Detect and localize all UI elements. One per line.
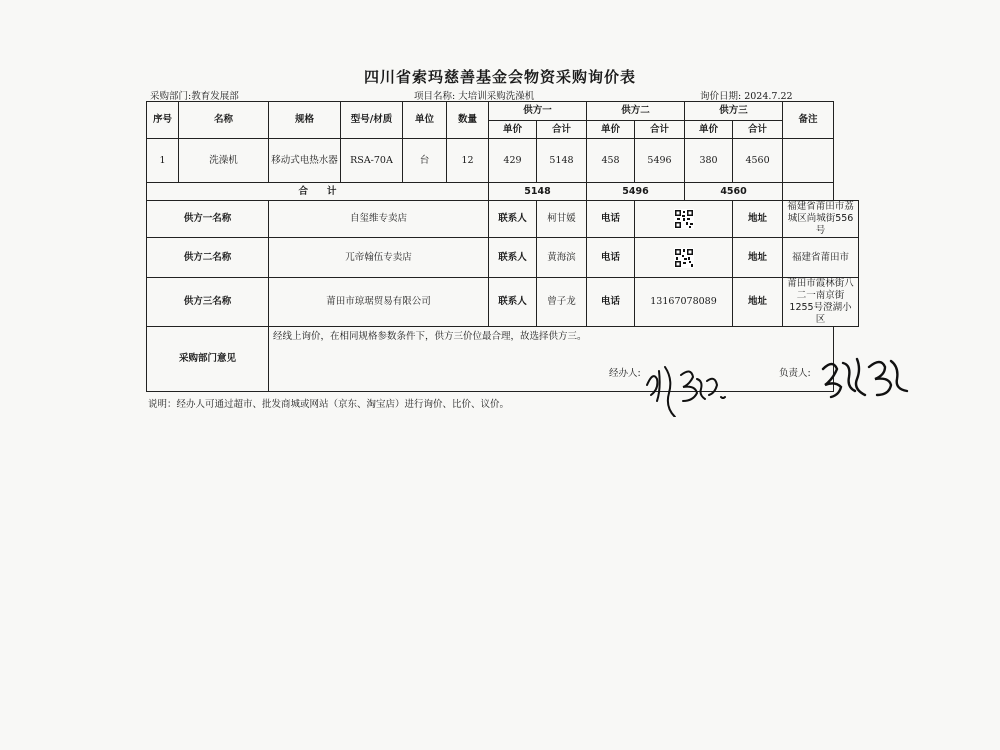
supplier-3-phone-label: 电话	[587, 278, 635, 327]
row-s1-price: 429	[489, 139, 537, 183]
supplier-3-contact-label: 联系人	[489, 278, 537, 327]
supplier-3-name: 莆田市琼琚贸易有限公司	[269, 278, 489, 327]
supplier-1-contact: 柯甘媛	[537, 201, 587, 238]
header-s1-unit-price: 单价	[489, 121, 537, 139]
header-unit: 单位	[403, 102, 447, 139]
header-s2-unit-price: 单价	[587, 121, 635, 139]
supplier-3-address: 莆田市霞林街八二一南京街1255号澄湖小区	[783, 278, 859, 327]
purchase-department: 采购部门:教育发展部	[150, 91, 239, 102]
header-remark: 备注	[783, 102, 834, 139]
supplier-2-contact-label: 联系人	[489, 238, 537, 278]
supplier-2-name: 兀帝翰伍专卖店	[269, 238, 489, 278]
supplier-2-phone	[635, 238, 733, 278]
row-spec: 移动式电热水器	[269, 139, 341, 183]
row-s1-total: 5148	[537, 139, 587, 183]
header-s3-total: 合计	[733, 121, 783, 139]
row-remark	[783, 139, 834, 183]
project-name: 项目名称: 大培训采购洗澡机	[414, 91, 535, 102]
row-unit: 台	[403, 139, 447, 183]
supplier-1-name-label: 供方一名称	[147, 201, 269, 238]
header-supplier-3: 供方三	[685, 102, 783, 121]
row-name: 洗澡机	[179, 139, 269, 183]
supplier-1-phone	[635, 201, 733, 238]
row-seq: 1	[147, 139, 179, 183]
sum-row	[147, 183, 859, 201]
header-s1-total: 合计	[537, 121, 587, 139]
manager-signature	[817, 349, 927, 405]
opinion-cell	[269, 327, 834, 392]
supplier-row-2	[147, 238, 859, 278]
supplier-2-contact: 黄海滨	[537, 238, 587, 278]
sum-supplier-2: 5496	[587, 183, 685, 201]
supplier-row-3	[147, 278, 859, 327]
opinion-label: 采购部门意见	[147, 327, 269, 392]
supplier-3-name-label: 供方三名称	[147, 278, 269, 327]
supplier-1-address: 福建省莆田市荔城区尚城街556号	[783, 201, 859, 238]
supplier-2-address-label: 地址	[733, 238, 783, 278]
header-spec: 规格	[269, 102, 341, 139]
supplier-2-address: 福建省莆田市	[783, 238, 859, 278]
header-supplier-1: 供方一	[489, 102, 587, 121]
supplier-1-name: 自玺维专卖店	[269, 201, 489, 238]
manager-label: 负责人:	[779, 368, 811, 379]
supplier-3-phone: 13167078089	[635, 278, 733, 327]
supplier-row-1	[147, 201, 859, 238]
supplier-3-contact: 曾子龙	[537, 278, 587, 327]
qr-code-icon	[674, 209, 694, 229]
table-row	[147, 139, 859, 183]
supplier-1-address-label: 地址	[733, 201, 783, 238]
qr-code-icon	[674, 248, 694, 268]
supplier-2-phone-label: 电话	[587, 238, 635, 278]
row-model: RSA-70A	[341, 139, 403, 183]
row-s3-total: 4560	[733, 139, 783, 183]
row-s2-total: 5496	[635, 139, 685, 183]
header-name: 名称	[179, 102, 269, 139]
handler-signature	[641, 357, 751, 417]
quotation-table	[146, 101, 859, 392]
header-qty: 数量	[447, 102, 489, 139]
row-s3-price: 380	[685, 139, 733, 183]
supplier-1-phone-label: 电话	[587, 201, 635, 238]
header-seq: 序号	[147, 102, 179, 139]
sum-label: 合 计	[147, 183, 489, 201]
header-s3-unit-price: 单价	[685, 121, 733, 139]
opinion-row	[147, 327, 859, 392]
supplier-2-name-label: 供方二名称	[147, 238, 269, 278]
opinion-text: 经线上询价，在相同规格参数条件下，供方三价位最合理，故选择供方三。	[273, 331, 587, 342]
footnote: 说明：经办人可通过超市、批发商城或网站（京东、淘宝店）进行询价、比价、议价。	[148, 399, 510, 410]
supplier-3-address-label: 地址	[733, 278, 783, 327]
supplier-1-contact-label: 联系人	[489, 201, 537, 238]
header-s2-total: 合计	[635, 121, 685, 139]
sum-supplier-1: 5148	[489, 183, 587, 201]
row-qty: 12	[447, 139, 489, 183]
handler-label: 经办人:	[609, 368, 641, 379]
header-supplier-2: 供方二	[587, 102, 685, 121]
sum-supplier-3: 4560	[685, 183, 783, 201]
row-s2-price: 458	[587, 139, 635, 183]
header-model: 型号/材质	[341, 102, 403, 139]
document-title: 四川省索玛慈善基金会物资采购询价表	[363, 68, 636, 86]
inquiry-date: 询价日期: 2024.7.22	[700, 91, 793, 102]
